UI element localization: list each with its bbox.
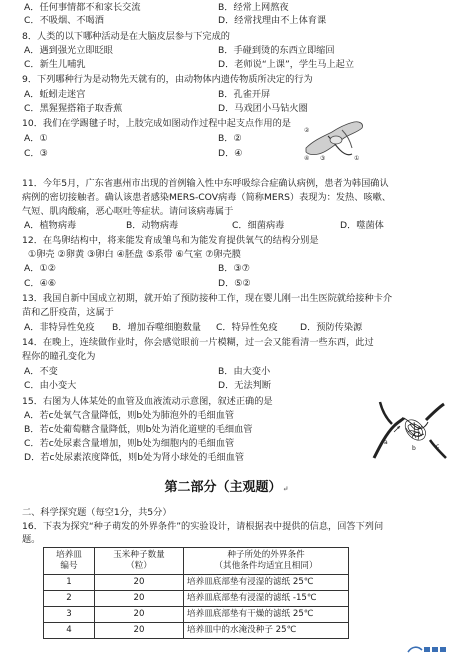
cell-condition: 培养皿中的水淹没种子 25℃ [184, 623, 349, 639]
q8-option-d: D．老师说“上课”，学生马上起立 [218, 59, 355, 70]
cell-dish-id: 1 [44, 575, 95, 591]
q8-stem: 8．人类的以下哪种活动是在大脑皮层参与下完成的 [22, 31, 230, 42]
paragraph-mark-icon: ↵ [282, 484, 289, 493]
fig10-label-1: ① [354, 155, 360, 162]
q14-option-c: C．由小变大 [24, 380, 77, 391]
fig15-label-b: b [412, 445, 416, 452]
q9-option-b: B．孔雀开屏 [218, 89, 271, 100]
q8-option-a: A．遇到强光立即眨眼 [24, 45, 113, 56]
cell-condition: 培养皿底部垫有浸湿的滤纸 25℃ [184, 575, 349, 591]
q8-option-c: C．新生儿哺乳 [24, 59, 86, 70]
cell-seed-count: 20 [95, 591, 184, 607]
q13-option-a: A．非特异性免疫 [24, 322, 95, 333]
q15-option-a: A．若c处氧气含量降低，则b处为肺泡外的毛细血管 [24, 410, 235, 421]
table-row [44, 623, 349, 639]
q12-stem-line2: ①卵壳 ②卵黄 ③卵白 ④胚盘 ⑤系带 ⑥气室 ⑦卵壳膜 [28, 249, 241, 260]
header-col3-line2: （其他条件均适宜且相同） [214, 561, 318, 571]
part2-title-text: 第二部分（主观题） [164, 480, 282, 495]
q12-option-d: D．⑤② [218, 278, 251, 289]
q14-option-b: B．由大变小 [218, 366, 271, 377]
q15-option-c: C．若c处尿素含量增加，则b处为细胞内的毛细血管 [24, 438, 235, 449]
table-row [44, 575, 349, 591]
q7-option-c: C．不吸烟、不喝酒 [24, 15, 104, 26]
section2-heading: 二、科学探究题（每空1分，共5分） [22, 507, 172, 518]
q12-option-c: C．④⑥ [24, 278, 57, 289]
q12-stem-line1: 12．在鸟卵结构中，将来能发育成雏鸟和为能发育提供氧气的结构分别是 [22, 235, 319, 246]
table-header-conditions [184, 548, 349, 575]
q9-option-d: D．马戏团小马钻火圈 [218, 103, 308, 114]
q16-stem-line1: 16．下表为探究“种子萌发的外界条件”的实验设计，请根据表中提供的信息，回答下列问 [22, 521, 384, 532]
fig10-label-4: ④ [304, 155, 310, 162]
q10-option-c: C．③ [24, 148, 48, 159]
q9-option-c: C．黑猩猩搭箱子取香蕉 [24, 103, 123, 114]
experiment-table [43, 547, 349, 639]
cell-condition: 培养皿底部垫有干燥的滤纸 25℃ [184, 607, 349, 623]
header-col2-line1: 玉米种子数量 [113, 550, 165, 560]
table-header-dish-id [44, 548, 95, 575]
q13-stem-line2: 苗和乙肝疫苗，这属于 [22, 307, 114, 318]
q11-option-b: B．动物病毒 [126, 220, 179, 231]
cell-dish-id: 4 [44, 623, 95, 639]
q12-option-b: B．③⑦ [218, 263, 250, 274]
arm-figure-illustration [302, 118, 368, 162]
q13-stem-line1: 13．我国自新中国成立初期，就开始了预防接种工作，现在婴儿刚一出生医院就给接种卡介 [22, 293, 393, 304]
q10-stem: 10．我们在学踢毽子时，上肢完成如图动作过程中起支点作用的是 [22, 118, 291, 129]
cell-seed-count: 20 [95, 575, 184, 591]
q11-stem-line1: 11．今年5月，广东省惠州市出现的首例输入性中东呼吸综合症确认病例，患者为韩国确认 [22, 178, 389, 189]
cell-seed-count: 20 [95, 623, 184, 639]
header-col1-line2: 编号 [60, 561, 78, 571]
publisher-logo-icon [406, 644, 448, 654]
q14-stem-line2: 程你的瞳孔变化为 [22, 351, 96, 362]
q11-option-a: A．植物病毒 [24, 220, 77, 231]
q9-option-a: A．蚯蚓走迷宫 [24, 89, 86, 100]
fig15-label-c: c [436, 443, 440, 450]
cell-condition: 培养皿底部垫有浸湿的滤纸 -15℃ [184, 591, 349, 607]
cell-seed-count: 20 [95, 607, 184, 623]
q15-option-b: B．若c处葡萄糖含量降低，则b处为消化道壁的毛细血管 [24, 424, 253, 435]
q16-stem-line2: 题。 [22, 534, 41, 545]
header-col1-line1: 培养皿 [56, 550, 82, 560]
table-header-row [44, 548, 349, 575]
fig10-label-3: ③ [320, 155, 326, 162]
q14-option-a: A．不变 [24, 366, 58, 377]
q13-option-b: B．增加吞噬细胞数量 [112, 322, 201, 333]
q7-option-b: B．经常上网熬夜 [218, 2, 289, 13]
table-row [44, 591, 349, 607]
cell-dish-id: 2 [44, 591, 95, 607]
q8-option-b: B．手碰到烫的东西立即缩回 [218, 45, 335, 56]
q14-stem-line1: 14．在晚上，连续做作业时，你会感觉眼前一片模糊，过一会又能看清一些东西，此过 [22, 337, 374, 348]
q10-option-d: D．④ [218, 148, 243, 159]
q14-option-d: D．无法判断 [218, 380, 272, 391]
q10-option-a: A．① [24, 133, 48, 144]
table-row [44, 607, 349, 623]
fig15-label-a: a [384, 439, 388, 446]
table-header-seed-count [95, 548, 184, 575]
q7-option-a: A．任何事情都不和家长交流 [24, 2, 141, 13]
header-col2-line2: （粒） [126, 561, 152, 571]
q11-stem-line3: 气短、肌肉酸痛，恶心呕吐等症状。请问该病毒属于 [22, 206, 234, 217]
q13-option-c: C．特异性免疫 [216, 322, 278, 333]
q11-option-d: D．噬菌体 [340, 220, 384, 231]
q7-option-d: D．经常找理由不上体育课 [218, 15, 327, 26]
q11-option-c: C．细菌病毒 [232, 220, 285, 231]
q10-option-b: B．② [218, 133, 242, 144]
q15-stem: 15．右图为人体某处的血管及血液流动示意图，叙述正确的是 [22, 396, 273, 407]
q12-option-a: A．①② [24, 263, 56, 274]
fig10-label-2: ② [304, 127, 310, 134]
cell-dish-id: 3 [44, 607, 95, 623]
q15-option-d: D．若c处尿素浓度降低，则b处为肾小球处的毛细血管 [24, 452, 245, 463]
q13-option-d: D．预防传染源 [300, 322, 363, 333]
q11-stem-line2: 病例的密切接触者。确认该患者感染MERS-COV病毒（简称MERS）表现为：发热、咳嗽、 [22, 192, 391, 203]
q9-stem: 9．下列哪种行为是动物先天就有的，由动物体内遗传物质所决定的行为 [22, 74, 313, 85]
header-col3-line1: 种子所处的外界条件 [227, 550, 305, 560]
part2-title [0, 476, 453, 495]
blood-vessel-figure-illustration [372, 400, 450, 462]
